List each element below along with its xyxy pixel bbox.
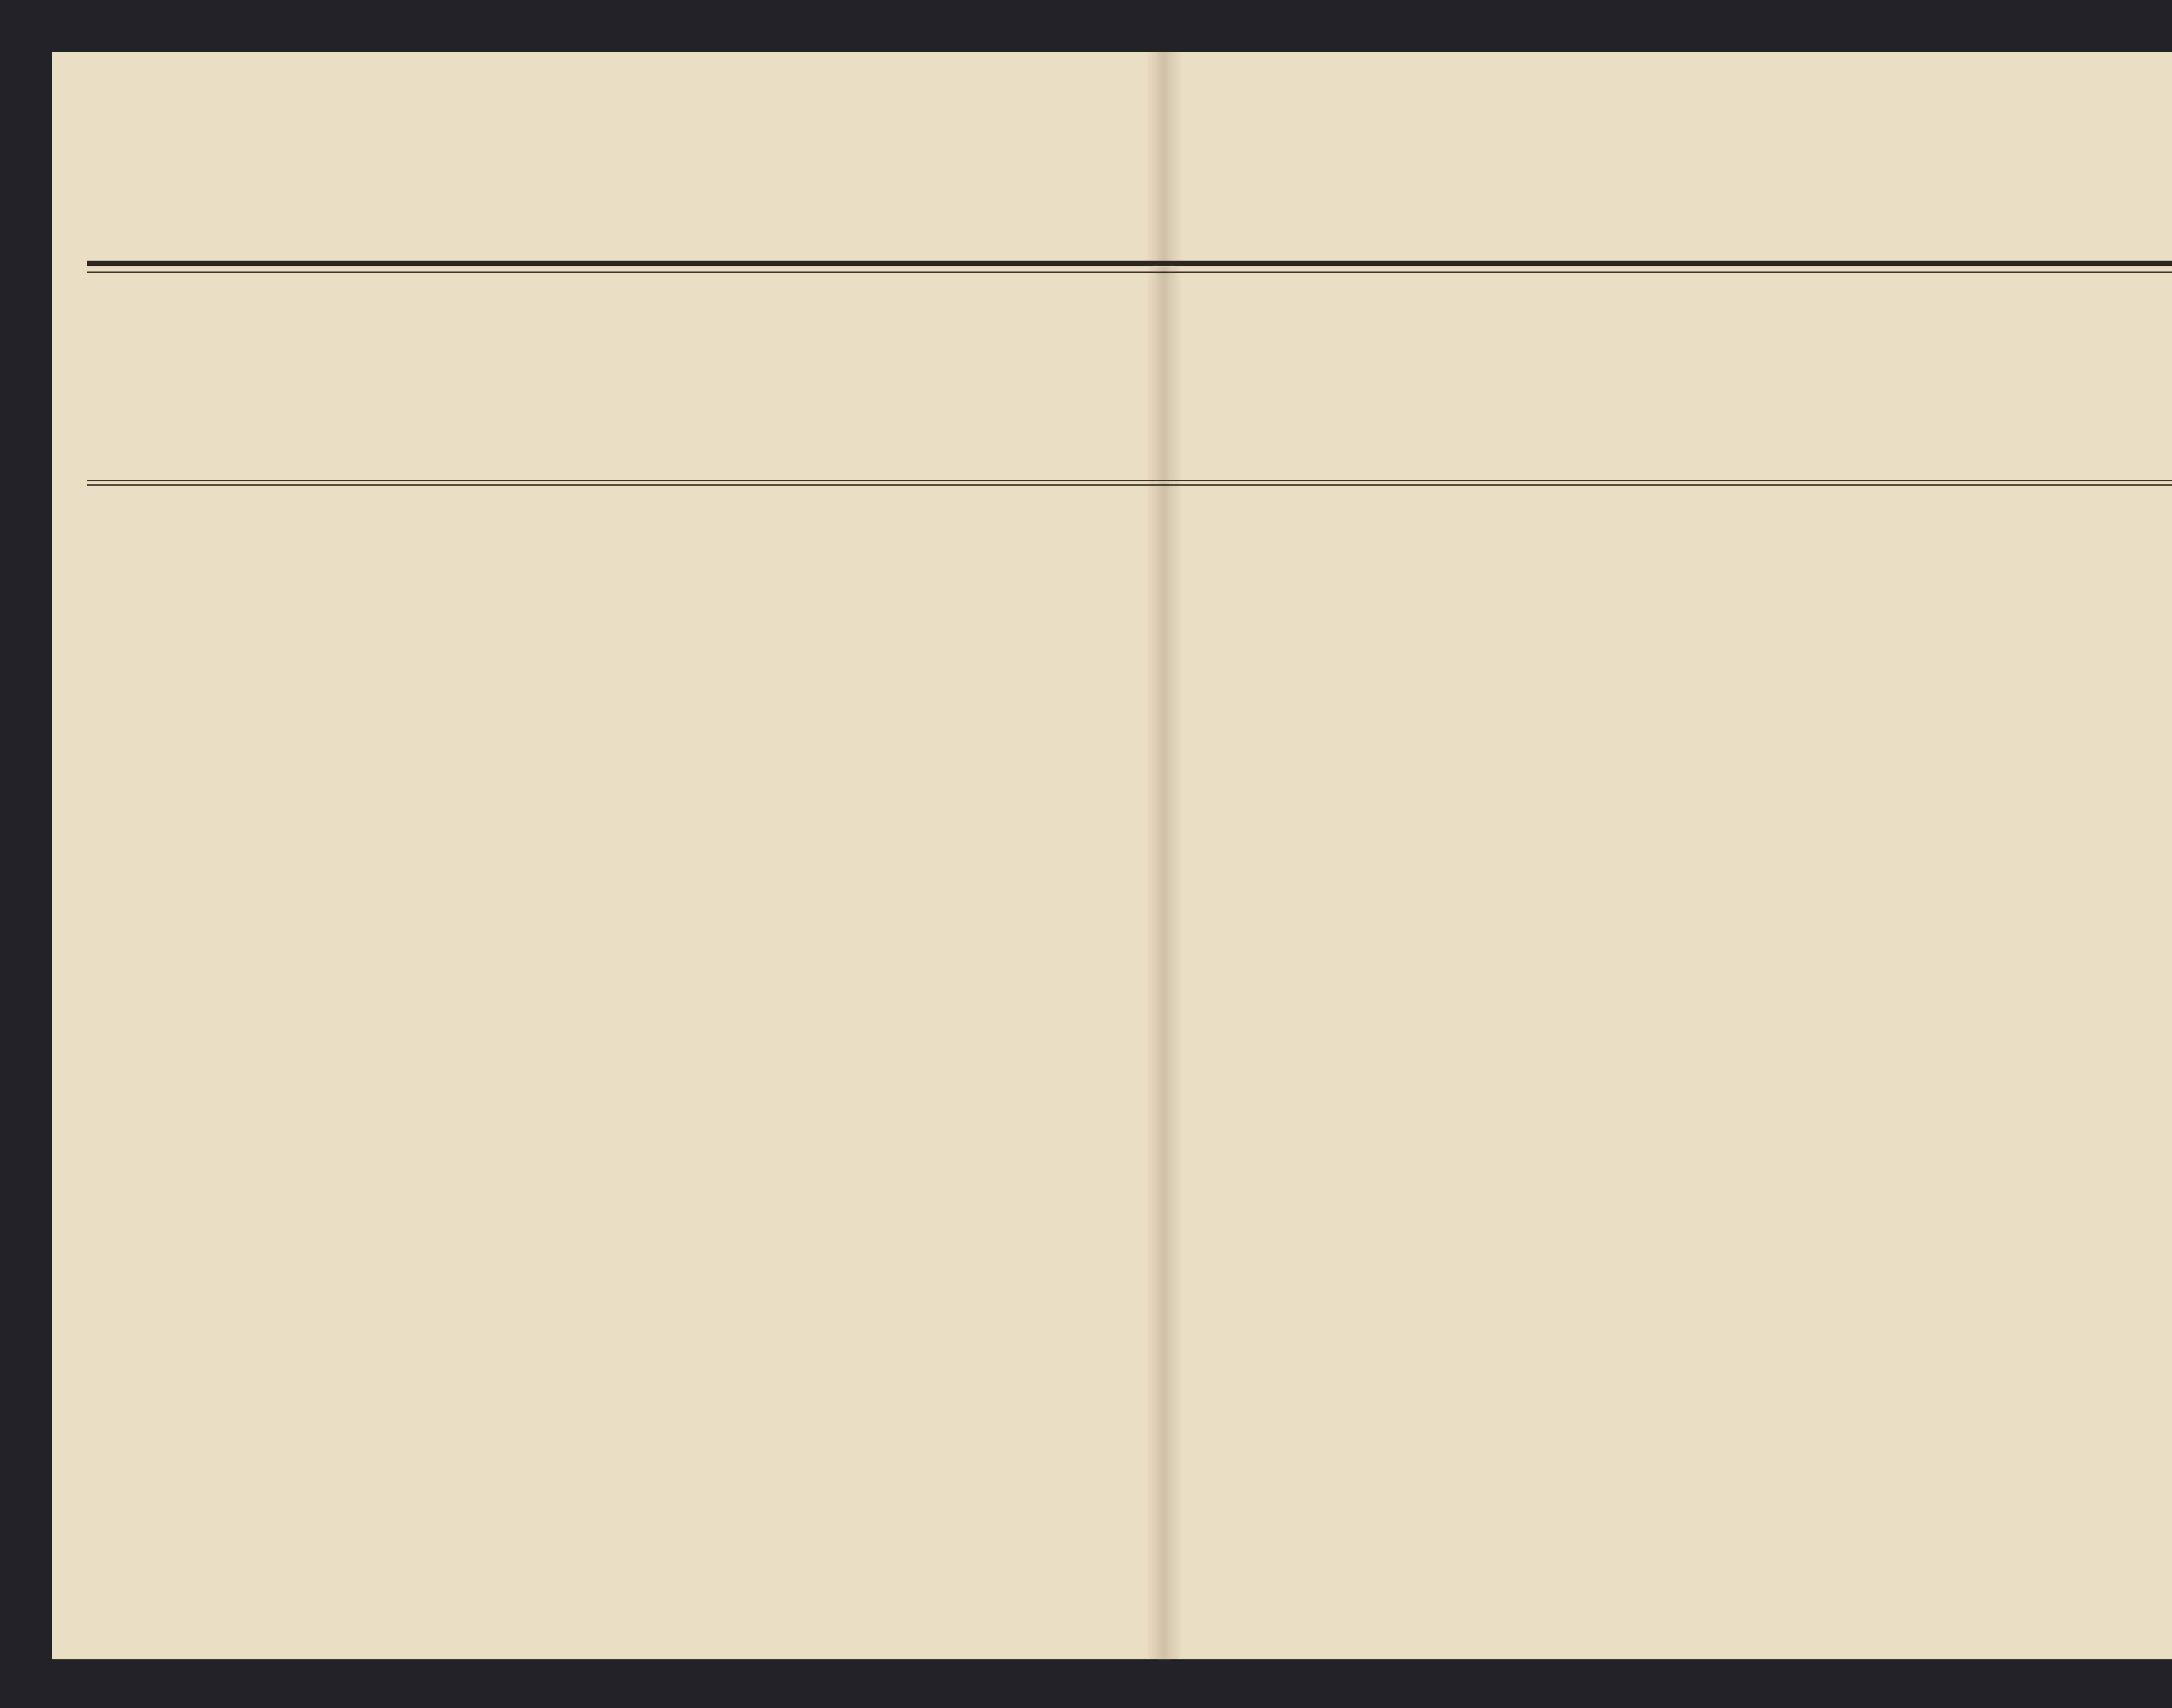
- book-gutter: [1147, 52, 1182, 1659]
- header-bottom-rule: [87, 480, 2172, 481]
- header-bottom-rule-2: [87, 484, 2172, 486]
- book-spread: [52, 52, 2172, 1659]
- top-rule-thin: [87, 271, 2172, 273]
- top-rule: [87, 261, 2172, 266]
